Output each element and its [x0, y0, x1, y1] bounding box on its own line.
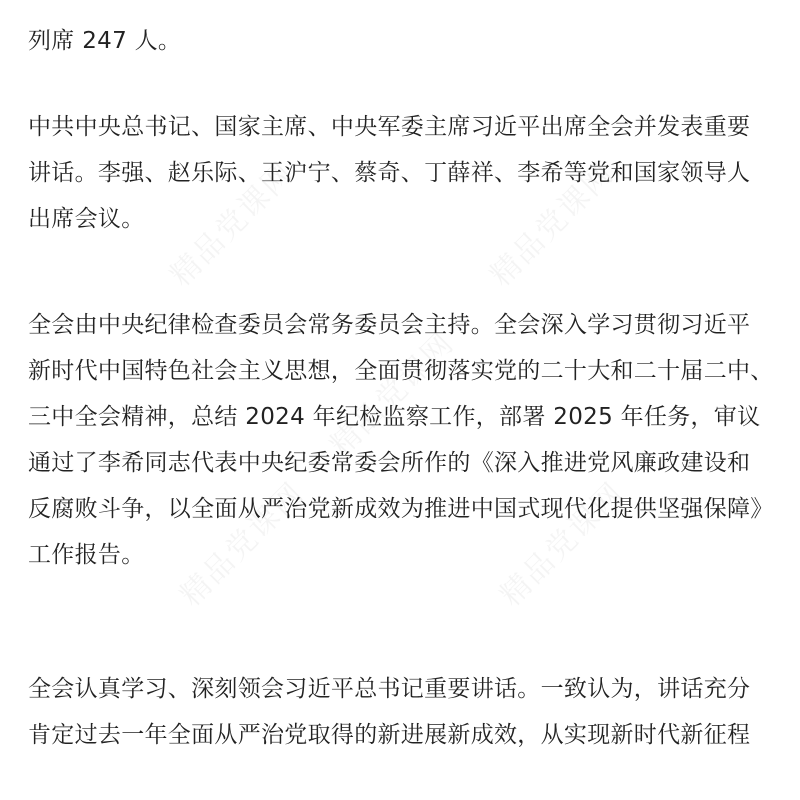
text-line: 全会由中央纪律检查委员会常务委员会主持。全会深入学习贯彻习近平 [28, 312, 751, 338]
paragraph-4 [28, 666, 750, 758]
text-line: 工作报告。 [28, 542, 145, 568]
text-line: 中共中央总书记、国家主席、中央军委主席习近平出席全会并发表重要 [28, 114, 751, 140]
text-line: 反腐败斗争，以全面从严治党新成效为推进中国式现代化提供坚强保障》 [28, 496, 774, 522]
text-line: 通过了李希同志代表中央纪委常委会所作的《深入推进党风廉政建设和 [28, 450, 751, 476]
text-line: 列席 247 人。 [28, 28, 182, 54]
text-line: 出席会议。 [28, 206, 145, 232]
paragraph-3 [28, 302, 774, 578]
paragraph-1 [28, 18, 181, 64]
text-line: 三中全会精神，总结 2024 年纪检监察工作，部署 2025 年任务，审议 [28, 404, 761, 430]
text-line: 肯定过去一年全面从严治党取得的新进展新成效，从实现新时代新征程 [28, 722, 751, 748]
text-line: 全会认真学习、深刻领会习近平总书记重要讲话。一致认为，讲话充分 [28, 676, 751, 702]
paragraph-2 [28, 104, 750, 242]
text-line: 讲话。李强、赵乐际、王沪宁、蔡奇、丁薛祥、李希等党和国家领导人 [28, 160, 751, 186]
text-line: 新时代中国特色社会主义思想，全面贯彻落实党的二十大和二十届二中、 [28, 358, 774, 384]
